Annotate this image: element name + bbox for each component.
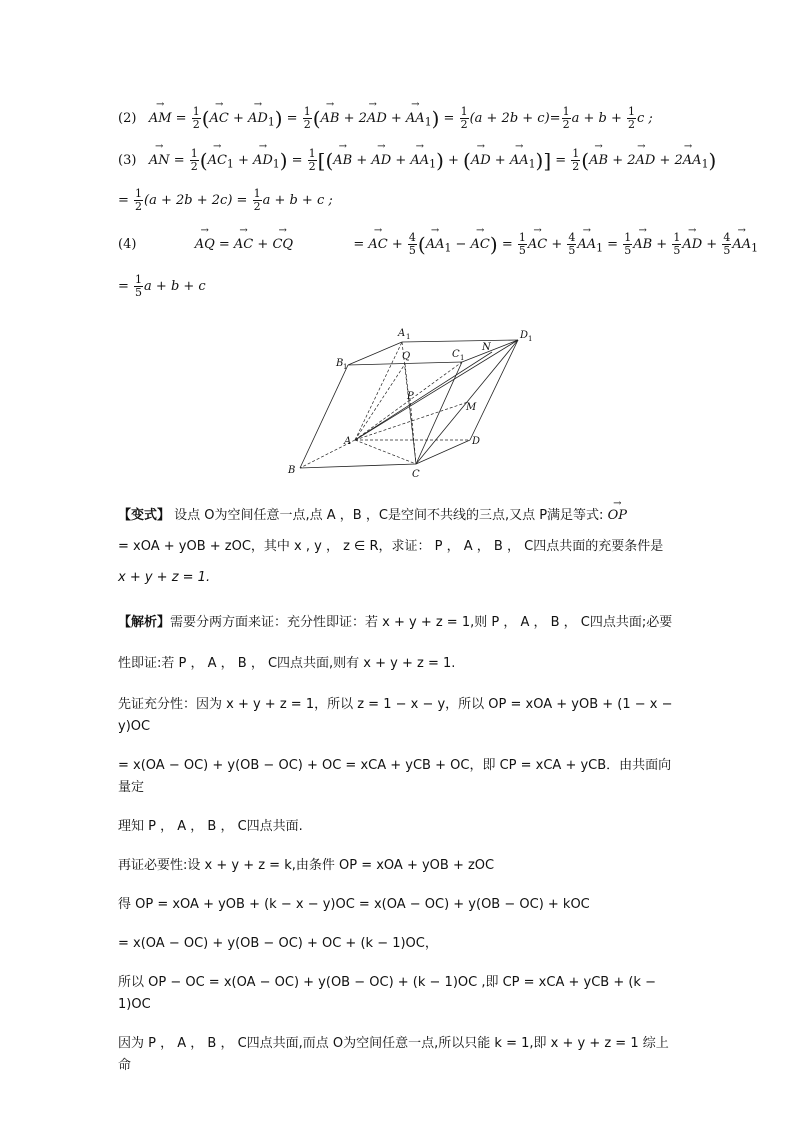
vector-an: → AN — [149, 153, 170, 168]
variant-line-3: x + y + z = 1. — [118, 570, 211, 585]
equation-4-line2: = $\frac{1}{5}$ a + b + c — [118, 273, 206, 299]
label-a: A — [344, 436, 352, 447]
svg-text:1: 1 — [343, 363, 348, 371]
label-n: N — [482, 342, 491, 353]
analysis-line-10: 因为 P ， A ， B ， C四点共面,而点 O为空间任意一点,所以只能 k = 1,即 x + y + z = 1 综上命 — [118, 1036, 669, 1073]
edge-c-d — [416, 440, 470, 464]
analysis-line-4: = x(OA − OC) + y(OB − OC) + OC = xCA + yCB + OC，即 CP = xCA + yCB．由共面向量定 — [118, 758, 672, 795]
label-c: C — [412, 469, 420, 480]
edge-b1-a1 — [348, 342, 402, 365]
variant-problem — [118, 505, 678, 589]
analysis-line-7: 得 OP = xOA + yOB + (k − x − y)OC = x(OA − OC) + y(OB − OC) + kOC — [118, 897, 590, 912]
edge-b-c — [300, 464, 416, 468]
vector-am: → AM — [149, 111, 172, 126]
analysis-line-1: 【解析】需要分两方面来证：充分性即证：若 x + y + z = 1,则 P ， A ， B ， C四点共面;必要 — [118, 615, 673, 630]
label-b: B — [288, 465, 296, 476]
analysis-line-3: 先证充分性：因为 x + y + z = 1，所以 z = 1 − x − y，所以 OP = xOA + yOB + (1 − x − y)OC — [118, 697, 673, 734]
edge-a-q — [355, 364, 405, 440]
fraction: $\frac{1}{2}$ — [192, 105, 200, 131]
analysis-line-2: 性即证:若 P ， A ， B ， C四点共面,则有 x + y + z = 1. — [118, 656, 456, 671]
analysis-line-5: 理知 P ， A ， B ， C四点共面. — [118, 819, 303, 834]
label-d: D — [472, 436, 481, 447]
edge-a-d1 — [355, 340, 518, 440]
svg-text:1: 1 — [528, 335, 533, 343]
label-b1: B — [336, 358, 344, 369]
svg-text:1: 1 — [406, 333, 411, 341]
vector-aq: → AQ — [195, 237, 215, 252]
label-c1: C — [452, 349, 460, 360]
label-a1: A — [398, 328, 406, 339]
edge-b-b1 — [300, 365, 348, 468]
label-p: P — [407, 391, 414, 402]
equation-2: (2) → AM = $\frac{1}{2}$ (→ AC + → $AD_1$) = $\frac{1}{2}$ (→ AB + → 2AD + → $AA_1$) = $\frac{1}{2}$ (a + 2b + c)= $\frac{1}{2}$ a + b + $\frac{1}{2}$ c ; — [118, 106, 653, 131]
edge-p-c — [410, 398, 416, 464]
analysis-line-6: 再证必要性:设 x + y + z = k,由条件 OP = xOA + yOB + zOC — [118, 858, 495, 873]
analysis — [118, 612, 678, 1077]
variant-line-1: 【变式】 设点 O为空间任意一点,点 A ，B ，C是空间不共线的三点,又点 P满足等式: → OP — [118, 505, 678, 527]
equation-4: (4) → AQ = → AC + → CQ = → AC + $\frac{4}{5}$ (→ $AA_1$ − → AC) = $\frac{1}{5}$ → AC + $\frac{4}{5}$ → $AA_1$ = $\frac{1}{5}$ → AB + $\frac{1}{5}$ → AD + $\frac{4}{5}$ → $AA_1$ — [118, 232, 758, 257]
label-m: M — [466, 402, 477, 413]
label-q: Q — [402, 351, 411, 362]
equation-3-line2: = $\frac{1}{2}$ (a + 2b + 2c) = $\frac{1}{2}$ a + b + c ; — [118, 187, 333, 213]
analysis-line-8: = x(OA − OC) + y(OB − OC) + OC + (k − 1)OC， — [118, 936, 438, 951]
svg-text:1: 1 — [460, 354, 465, 362]
equation-3: (3) → AN = $\frac{1}{2}$ (→ $AC_1$ + → $AD_1$) = $\frac{1}{2}$ [(→ AB + → AD + → $AA_1$) + (→ AD + → $AA_1$)] = $\frac{1}{2}$ (→ AB + → 2AD + → $2AA_1$) — [118, 148, 716, 173]
edge-c-c1 — [416, 362, 462, 464]
edge-a-c — [355, 440, 416, 464]
label-d1: D — [520, 330, 529, 341]
edge-a1-d1 — [402, 340, 518, 342]
analysis-line-9: 所以 OP − OC = x(OA − OC) + y(OB − OC) + (k − 1)OC ,即 CP = xCA + yCB + (k − 1)OC — [118, 975, 656, 1012]
variant-line-2: = xOA + yOB + zOC，其中 x , y ， z ∈ R，求证： P ， A ， B ， C四点共面的充要条件是 — [118, 539, 664, 554]
